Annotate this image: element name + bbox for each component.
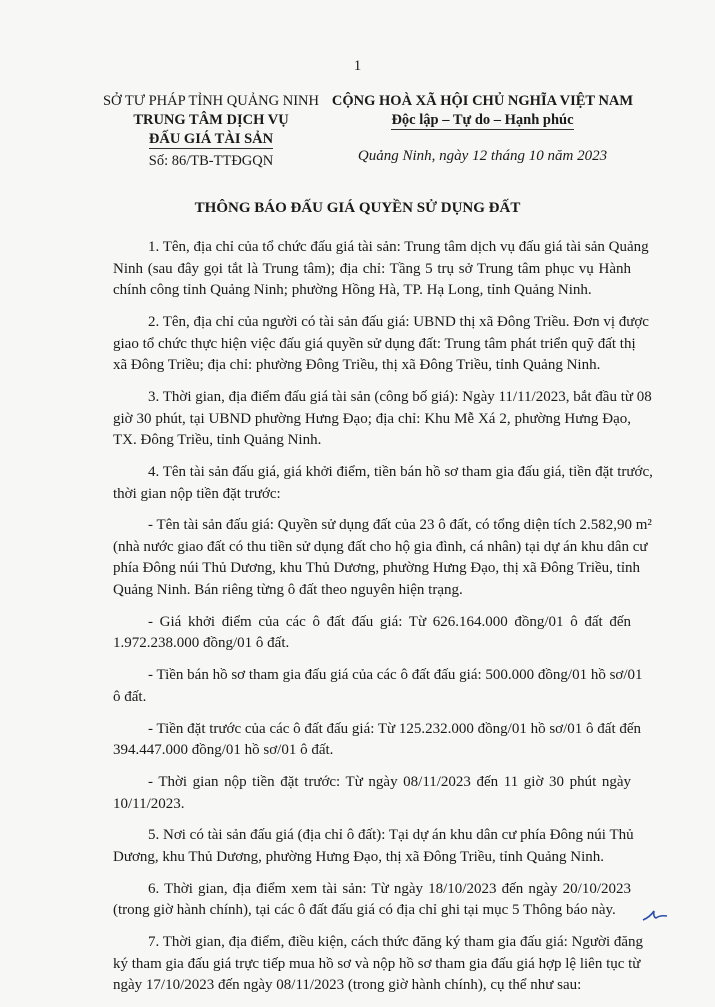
paragraph-line: thời gian nộp tiền đặt trước: xyxy=(113,485,281,502)
paragraph-line: 1.972.238.000 đồng/01 ô đất. xyxy=(113,635,290,652)
document-number: Số: 86/TB-TTĐGQN xyxy=(148,153,274,169)
paragraph-line: Dương, khu Thủ Dương, phường Hưng Đạo, thị xã Đông Triều, tỉnh Quảng Ninh. xyxy=(113,848,605,865)
paragraph-line: 2. Tên, địa chỉ của người có tài sản đấu giá: UBND thị xã Đông Triều. Đơn vị được xyxy=(148,313,649,330)
paragraph-line: ngày 17/10/2023 đến ngày 08/11/2023 (trong giờ hành chính), cụ thể như sau: xyxy=(113,977,582,994)
paragraph xyxy=(113,879,631,922)
paragraph-line: 7. Thời gian, địa điểm, điều kiện, cách thức đăng ký tham gia đấu giá: Người đăng xyxy=(148,934,644,951)
paragraph-line: - Thời gian nộp tiền đặt trước: Từ ngày 08/11/2023 đến 11 giờ 30 phút ngày xyxy=(148,773,631,790)
paragraph xyxy=(113,237,649,302)
issuing-agency-header xyxy=(100,92,322,171)
paragraph-line: (trong giờ hành chính), tại các ô đất đấu giá có địa chỉ ghi tại mục 5 Thông báo này. xyxy=(113,902,616,919)
document-body xyxy=(113,237,653,1007)
paragraph xyxy=(113,772,631,815)
paragraph-line: - Giá khởi điểm của các ô đất đấu giá: Từ 626.164.000 đồng/01 ô đất đến xyxy=(148,613,631,630)
paragraph-line: - Tên tài sản đấu giá: Quyền sử dụng đất của 23 ô đất, có tổng diện tích 2.582,90 m² xyxy=(148,517,652,534)
paragraph xyxy=(113,612,631,655)
paragraph-line: 10/11/2023. xyxy=(113,795,185,812)
paragraph xyxy=(113,665,643,708)
paragraph xyxy=(113,932,644,997)
paragraph-line: 6. Thời gian, địa điểm xem tài sản: Từ ngày 18/10/2023 đến ngày 20/10/2023 xyxy=(148,880,631,897)
paragraph-line: 4. Tên tài sản đấu giá, giá khởi điểm, tiền bán hồ sơ tham gia đấu giá, tiền đặt trước, xyxy=(148,463,653,480)
paragraph-line: giờ 30 phút, tại UBND phường Hưng Đạo; địa chỉ: Khu Mễ Xá 2, phường Hưng Đạo, xyxy=(113,410,631,427)
paragraph-line: 394.447.000 đồng/01 hồ sơ/01 ô đất. xyxy=(113,742,334,759)
paragraph-line: giao tổ chức thực hiện việc đấu giá quyền sử dụng đất: Trung tâm phát triển quỹ đất thị xyxy=(113,335,636,352)
paragraph xyxy=(113,515,652,601)
paragraph-line: 1. Tên, địa chỉ của tổ chức đấu giá tài sản: Trung tâm dịch vụ đấu giá tài sản Quảng xyxy=(148,239,649,255)
paragraph-line: ô đất. xyxy=(113,688,147,705)
national-header xyxy=(320,92,645,166)
signature-mark-icon xyxy=(640,905,670,925)
page-number: 1 xyxy=(353,58,362,74)
agency-name-line1: TRUNG TÂM DỊCH VỤ xyxy=(133,112,289,128)
paragraph xyxy=(113,825,634,868)
document-date: Quảng Ninh, ngày 12 tháng 10 năm 2023 xyxy=(357,148,608,164)
national-motto: Độc lập – Tự do – Hạnh phúc xyxy=(391,112,574,128)
paragraph-line: Quảng Ninh. Bán riêng từng ô đất theo nguyên hiện trạng. xyxy=(113,582,463,599)
paragraph xyxy=(113,462,653,505)
document-title: THÔNG BÁO ĐẤU GIÁ QUYỀN SỬ DỤNG ĐẤT xyxy=(194,200,521,216)
paragraph-line: ký tham gia đấu giá trực tiếp mua hồ sơ và nộp hồ sơ tham gia đấu giá hợp lệ liên tục từ xyxy=(113,955,641,972)
paragraph-line: (nhà nước giao đất có thu tiền sử dụng đất cho hộ gia đình, cá nhân) tại dự án khu dân cư xyxy=(113,538,648,555)
paragraph-line: phía Đông núi Thủ Dương, khu Thủ Dương, phường Hưng Đạo, thị xã Đông Triều, tỉnh xyxy=(113,560,641,577)
paragraph xyxy=(113,719,642,762)
paragraph xyxy=(113,312,649,377)
agency-name-line2: ĐẤU GIÁ TÀI SẢN xyxy=(148,131,274,147)
paragraph-line: 5. Nơi có tài sản đấu giá (địa chỉ ô đất): Tại dự án khu dân cư phía Đông núi Thủ xyxy=(148,827,634,844)
agency-parent: SỞ TƯ PHÁP TỈNH QUẢNG NINH xyxy=(102,93,319,109)
paragraph-line: chính công tỉnh Quảng Ninh; phường Hồng Hà, TP. Hạ Long, tỉnh Quảng Ninh. xyxy=(113,282,592,299)
paragraph-line: 3. Thời gian, địa điểm đấu giá tài sản (công bố giá): Ngày 11/11/2023, bắt đầu từ 08 xyxy=(148,388,652,405)
paragraph-line: Ninh (sau đây gọi tắt là Trung tâm); địa chỉ: Tầng 5 trụ sở Trung tâm phục vụ Hành xyxy=(113,260,631,277)
paragraph xyxy=(113,387,652,452)
paragraph-line: - Tiền bán hồ sơ tham gia đấu giá của các ô đất đấu giá: 500.000 đồng/01 hồ sơ/01 xyxy=(148,667,643,684)
paragraph-line: xã Đông Triều; địa chỉ: phường Đông Triều, thị xã Đông Triều, tỉnh Quảng Ninh. xyxy=(113,357,601,374)
national-title: CỘNG HOÀ XÃ HỘI CHỦ NGHĨA VIỆT NAM xyxy=(331,93,634,109)
paragraph-line: - Tiền đặt trước của các ô đất đấu giá: Từ 125.232.000 đồng/01 hồ sơ/01 ô đất đến xyxy=(148,720,642,737)
paragraph-line: TX. Đông Triều, tỉnh Quảng Ninh. xyxy=(113,432,322,449)
